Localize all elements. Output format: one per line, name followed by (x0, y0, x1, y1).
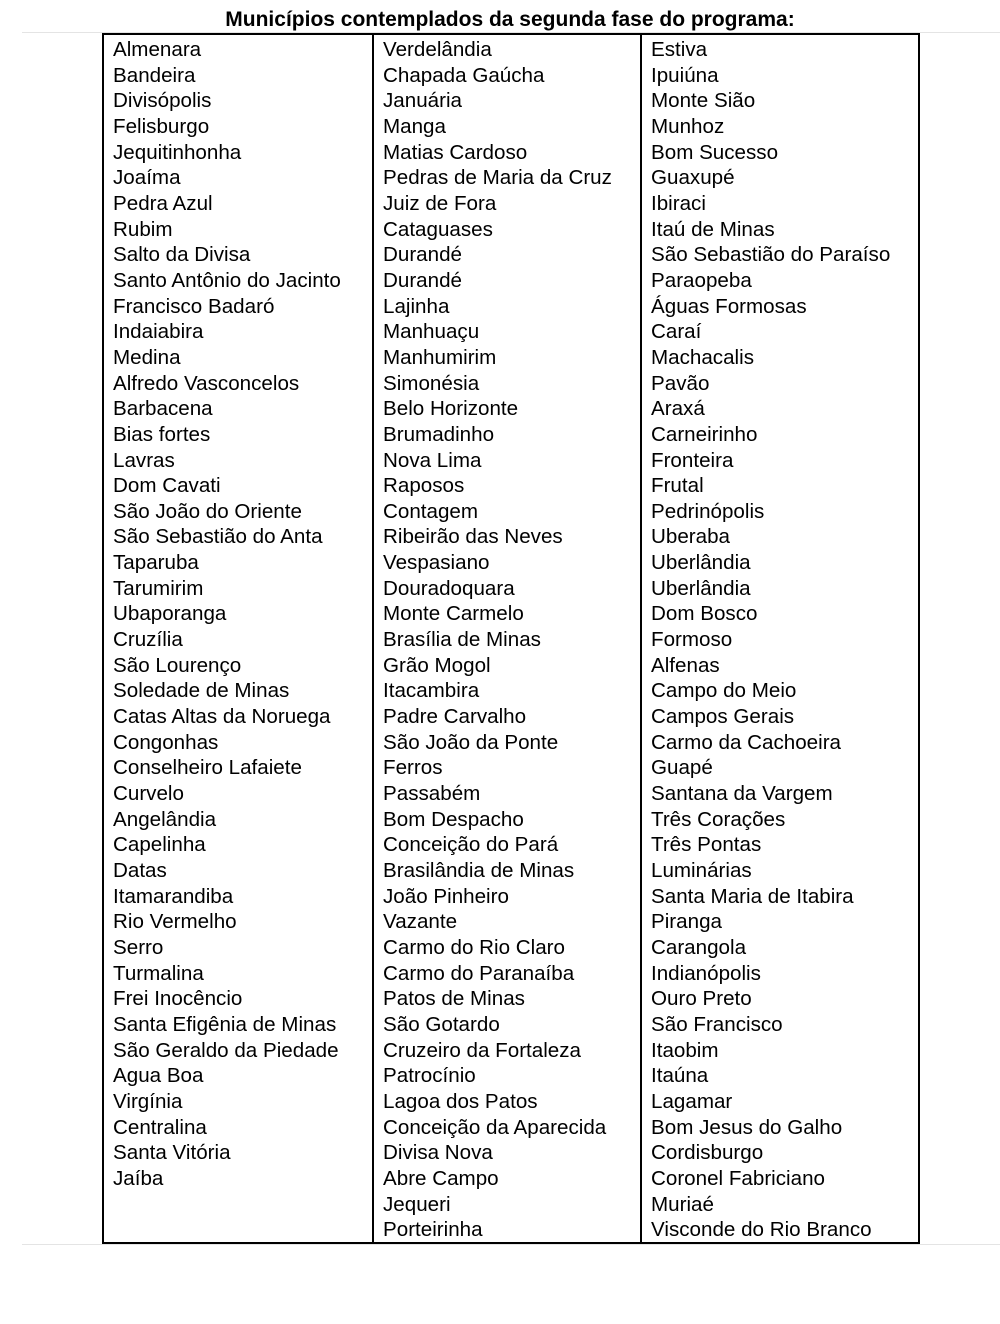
municipality-cell: Pavão (651, 371, 710, 395)
municipality-cell: Curvelo (113, 782, 184, 806)
municipality-cell: Manhuaçu (383, 320, 480, 344)
municipality-cell: Monte Carmelo (383, 602, 524, 626)
municipality-cell: Coronel Fabriciano (651, 1166, 825, 1190)
column-3 (640, 35, 918, 1242)
municipality-cell: Ribeirão das Neves (383, 525, 563, 549)
municipality-cell: Raposos (383, 474, 465, 498)
municipality-cell: Bias fortes (113, 422, 211, 446)
municipality-cell: Lavras (113, 448, 175, 472)
municipality-cell: Centralina (113, 1115, 207, 1139)
municipality-cell: Datas (113, 859, 167, 882)
municipality-cell: São Sebastião do Anta (113, 525, 323, 549)
municipality-cell: Carmo do Rio Claro (383, 935, 565, 959)
municipality-cell: Estiva (651, 38, 708, 61)
municipality-cell: Matias Cardoso (383, 140, 528, 164)
municipality-cell: Águas Formosas (651, 294, 807, 318)
municipality-cell: Cordisburgo (651, 1141, 764, 1165)
municipality-cell: Machacalis (651, 345, 755, 369)
municipality-cell: Rubim (113, 217, 173, 241)
municipality-cell: Barbacena (113, 397, 213, 421)
municipality-cell: Luminárias (651, 859, 752, 882)
municipality-cell: Bom Despacho (383, 807, 524, 831)
municipality-cell: Salto da Divisa (113, 243, 251, 267)
municipality-cell: Frei Inocêncio (113, 987, 243, 1011)
municipality-cell: Congonhas (113, 730, 219, 754)
municipality-cell: Muriaé (651, 1192, 714, 1216)
municipality-cell: Patos de Minas (383, 987, 525, 1011)
municipality-cell: Carmo do Paranaíba (383, 961, 575, 985)
municipality-cell: Itaúna (651, 1064, 709, 1088)
municipality-cell: Januária (383, 89, 462, 113)
municipality-cell: Três Corações (651, 807, 786, 831)
municipality-cell: Carangola (651, 935, 747, 959)
municipality-cell: Fronteira (651, 448, 734, 472)
municipality-cell: Chapada Gaúcha (383, 63, 545, 87)
municipality-cell: Ipuiúna (651, 63, 719, 87)
municipality-cell: Formoso (651, 628, 733, 652)
municipality-cell: Medina (113, 345, 181, 369)
municipality-cell: Três Pontas (651, 833, 762, 857)
municipality-cell: Capelinha (113, 833, 206, 857)
municipality-cell: Bandeira (113, 63, 196, 87)
municipality-cell: Conceição do Pará (383, 833, 559, 857)
municipality-cell: Santa Maria de Itabira (651, 884, 854, 908)
municipalities-table (102, 33, 920, 1244)
municipality-cell: Porteirinha (383, 1218, 483, 1242)
municipality-cell: Santa Vitória (113, 1141, 231, 1165)
municipality-cell: São Lourenço (113, 653, 242, 677)
municipality-cell: Guapé (651, 756, 713, 780)
municipality-cell: Conselheiro Lafaiete (113, 756, 302, 780)
municipality-cell: Dom Cavati (113, 474, 221, 498)
municipality-cell: Guaxupé (651, 166, 735, 190)
municipality-cell: Cruzeiro da Fortaleza (383, 1038, 582, 1062)
municipality-cell: Felisburgo (113, 114, 210, 138)
municipality-cell: São Francisco (651, 1012, 783, 1036)
municipality-cell: Durandé (383, 243, 462, 267)
municipality-cell: Juiz de Fora (383, 191, 497, 215)
municipality-cell: Divisópolis (113, 89, 212, 113)
municipality-cell: Agua Boa (113, 1064, 204, 1088)
municipality-cell: Bom Sucesso (651, 140, 779, 164)
municipality-cell: Santa Efigênia de Minas (113, 1012, 337, 1036)
municipality-cell: Brasilândia de Minas (383, 859, 575, 882)
municipality-cell: São João da Ponte (383, 730, 559, 754)
municipality-cell: Uberlândia (651, 576, 751, 600)
municipality-cell: Pedrinópolis (651, 499, 765, 523)
municipality-cell: Itaú de Minas (651, 217, 775, 241)
municipality-cell: Serro (113, 935, 164, 959)
municipality-cell: Santana da Vargem (651, 782, 833, 806)
municipality-cell: Angelândia (113, 807, 217, 831)
municipality-cell: Jaíba (113, 1166, 164, 1190)
municipality-cell: Contagem (383, 499, 479, 523)
municipality-cell: Uberlândia (651, 551, 751, 575)
column-3-list (651, 35, 918, 1243)
municipality-cell: Visconde do Rio Branco (651, 1218, 872, 1242)
municipality-cell: São João do Oriente (113, 499, 302, 523)
municipality-cell: Itaobim (651, 1038, 719, 1062)
municipality-cell: São Geraldo da Piedade (113, 1038, 339, 1062)
municipality-cell: Divisa Nova (383, 1141, 493, 1165)
municipality-cell: Manga (383, 114, 446, 138)
municipality-cell: Almenara (113, 38, 202, 61)
municipality-cell: São Gotardo (383, 1012, 500, 1036)
municipality-cell: Caraí (651, 320, 702, 344)
municipality-cell: Itamarandiba (113, 884, 234, 908)
bottom-rule (22, 1244, 1000, 1245)
municipality-cell: Joaíma (113, 166, 181, 190)
municipality-cell: Dom Bosco (651, 602, 758, 626)
municipality-cell: Indaiabira (113, 320, 204, 344)
municipality-cell: Lajinha (383, 294, 450, 318)
municipality-cell: Campo do Meio (651, 679, 797, 703)
municipality-cell: Abre Campo (383, 1166, 499, 1190)
municipality-cell: Carneirinho (651, 422, 758, 446)
column-2-list (383, 35, 640, 1243)
municipality-cell: Ubaporanga (113, 602, 227, 626)
municipality-cell: Rio Vermelho (113, 910, 237, 934)
municipality-cell: Brumadinho (383, 422, 495, 446)
municipality-cell: Verdelândia (383, 38, 492, 61)
municipality-cell: Francisco Badaró (113, 294, 275, 318)
municipality-cell: Virgínia (113, 1089, 183, 1113)
column-2 (372, 35, 640, 1242)
municipality-cell: Vespasiano (383, 551, 490, 575)
municipality-cell: São Sebastião do Paraíso (651, 243, 891, 267)
municipality-cell: Campos Gerais (651, 705, 795, 729)
municipality-cell: Pedras de Maria da Cruz (383, 166, 612, 190)
municipality-cell: Uberaba (651, 525, 730, 549)
municipality-cell: Conceição da Aparecida (383, 1115, 607, 1139)
municipality-cell: Munhoz (651, 114, 725, 138)
municipality-cell: Araxá (651, 397, 705, 421)
municipality-cell: Paraopeba (651, 268, 752, 292)
municipality-cell: Passabém (383, 782, 481, 806)
municipality-cell: Vazante (383, 910, 458, 934)
municipality-cell: Grão Mogol (383, 653, 491, 677)
municipality-cell: Piranga (651, 910, 722, 934)
municipality-cell: Bom Jesus do Galho (651, 1115, 843, 1139)
column-1 (104, 35, 372, 1242)
municipality-cell: Pedra Azul (113, 191, 213, 215)
municipality-cell: Lagamar (651, 1089, 733, 1113)
municipality-cell: Catas Altas da Noruega (113, 705, 331, 729)
municipality-cell: Monte Sião (651, 89, 756, 113)
municipality-cell: Brasília de Minas (383, 628, 541, 652)
municipality-cell: Turmalina (113, 961, 204, 985)
municipality-cell: Soledade de Minas (113, 679, 290, 703)
municipality-cell: Itacambira (383, 679, 480, 703)
municipality-cell: Douradoquara (383, 576, 515, 600)
municipality-cell: Indianópolis (651, 961, 761, 985)
municipality-cell: Padre Carvalho (383, 705, 527, 729)
page-title: Municípios contemplados da segunda fase do programa: (225, 8, 795, 31)
municipality-cell: Jequeri (383, 1192, 451, 1216)
municipality-cell: Frutal (651, 474, 704, 498)
municipality-cell: Simonésia (383, 371, 480, 395)
municipality-cell: Ouro Preto (651, 987, 752, 1011)
municipality-cell: Patrocínio (383, 1064, 476, 1088)
municipality-cell: Ferros (383, 756, 443, 780)
municipality-cell: João Pinheiro (383, 884, 509, 908)
municipality-cell: Carmo da Cachoeira (651, 730, 842, 754)
municipality-cell: Taparuba (113, 551, 199, 575)
column-1-list (113, 35, 372, 1192)
municipality-cell: Ibiraci (651, 191, 706, 215)
municipality-cell: Lagoa dos Patos (383, 1089, 538, 1113)
municipality-cell: Belo Horizonte (383, 397, 519, 421)
municipality-cell: Jequitinhonha (113, 140, 242, 164)
municipality-cell: Tarumirim (113, 576, 204, 600)
municipality-cell: Nova Lima (383, 448, 482, 472)
municipality-cell: Manhumirim (383, 345, 497, 369)
municipality-cell: Alfredo Vasconcelos (113, 371, 300, 395)
municipality-cell: Santo Antônio do Jacinto (113, 268, 341, 292)
municipality-cell: Cruzília (113, 628, 183, 652)
municipality-cell: Cataguases (383, 217, 493, 241)
municipality-cell: Durandé (383, 268, 462, 292)
municipality-cell: Alfenas (651, 653, 720, 677)
